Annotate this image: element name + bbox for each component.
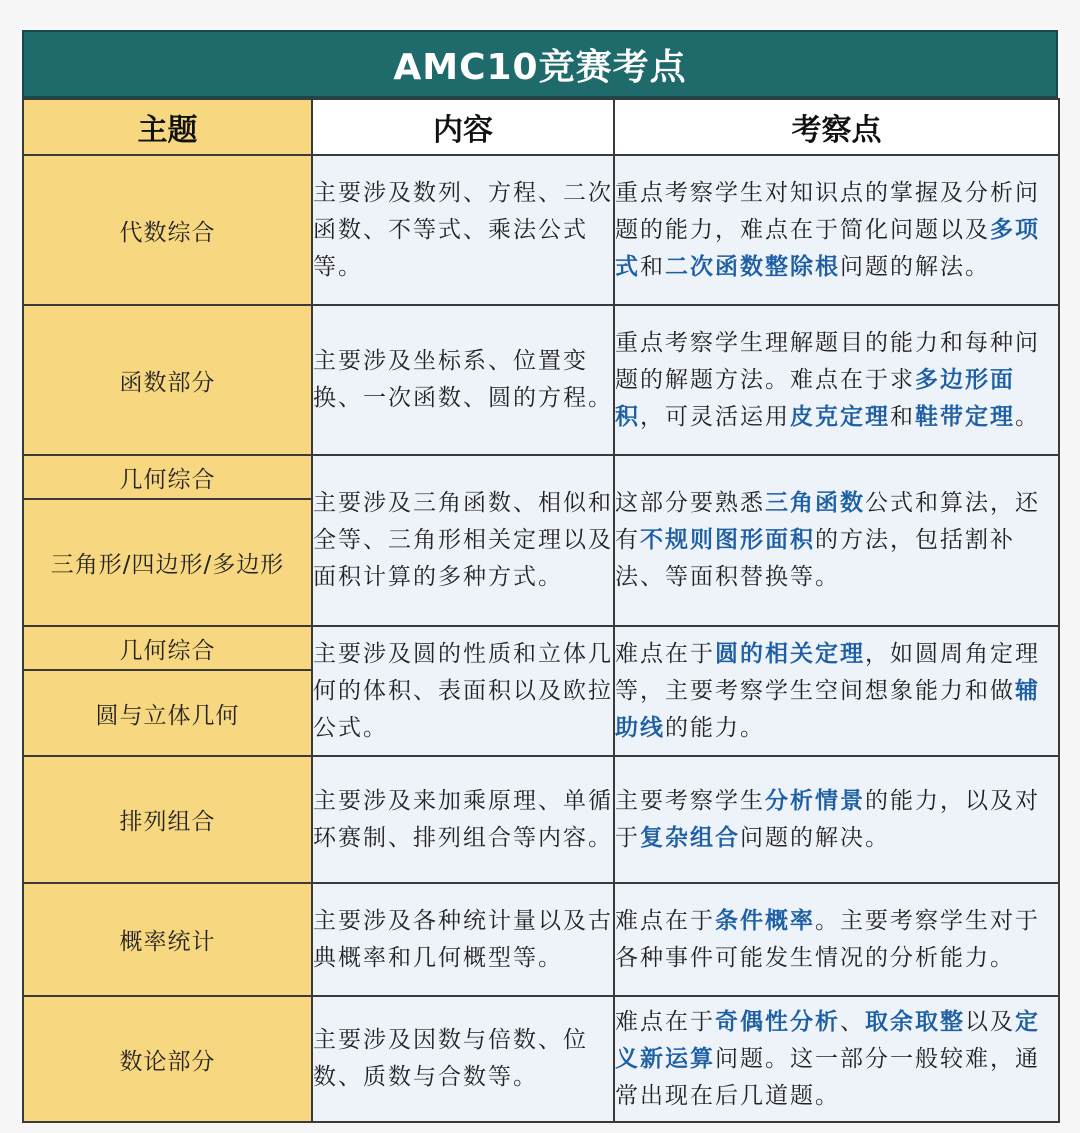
points-cell — [614, 996, 1059, 1122]
points-text: 以及 — [965, 1008, 1015, 1035]
points-text: 重点考察学生对知识点的掌握及分析问题的能力，难点在于简化问题以及 — [615, 179, 1040, 243]
topics-table — [22, 98, 1060, 1123]
subtopic-cell: 圆与立体几何 — [23, 670, 312, 756]
points-cell — [614, 883, 1059, 996]
points-text: 和 — [890, 403, 915, 430]
points-text: 的方法，包括割补法、等面积替换等。 — [615, 527, 1015, 590]
topic-cell: 几何综合 — [23, 626, 312, 670]
points-text: 主要考察学生 — [615, 787, 765, 814]
header-topic: 主题 — [23, 99, 312, 155]
highlight-term: 辅助线 — [615, 677, 1040, 741]
topic-cell: 代数综合 — [23, 155, 312, 305]
highlight-term: 皮克定理 — [790, 403, 890, 430]
points-text: 的能力。 — [665, 714, 765, 741]
header-row — [23, 99, 1059, 155]
points-text: ，可灵活运用 — [640, 403, 790, 430]
highlight-term: 二次函数整除根 — [665, 253, 840, 280]
points-text: 难点在于 — [615, 907, 715, 934]
content-cell: 主要涉及坐标系、位置变换、一次函数、圆的方程。 — [312, 305, 614, 455]
topic-cell: 几何综合 — [23, 455, 312, 499]
content-cell: 主要涉及来加乘原理、单循环赛制、排列组合等内容。 — [312, 756, 614, 883]
points-text: 的能力，以及对于 — [615, 787, 1040, 851]
points-text: 问题的解法。 — [840, 253, 990, 280]
points-cell — [614, 756, 1059, 883]
points-cell — [614, 155, 1059, 305]
points-text: 和 — [640, 253, 665, 280]
points-text: 公式和算法，还有 — [615, 490, 1040, 553]
content-cell: 主要涉及圆的性质和立体几何的体积、表面积以及欧拉公式。 — [312, 626, 614, 756]
points-text: 问题。这一部分一般较难，通常出现在后几道题。 — [615, 1045, 1040, 1109]
highlight-term: 复杂组合 — [640, 824, 740, 851]
content-cell: 主要涉及因数与倍数、位数、质数与合数等。 — [312, 996, 614, 1122]
points-text: 这部分要熟悉 — [615, 490, 765, 516]
highlight-term: 奇偶性分析 — [715, 1008, 840, 1035]
highlight-term: 多边形面积 — [615, 366, 1015, 430]
table-row — [23, 883, 1059, 996]
content-cell: 主要涉及各种统计量以及古典概率和几何概型等。 — [312, 883, 614, 996]
points-text: 难点在于 — [615, 1008, 715, 1035]
points-cell — [614, 626, 1059, 756]
table-row — [23, 626, 1059, 670]
table-row — [23, 455, 1059, 499]
points-cell — [614, 305, 1059, 455]
highlight-term: 三角函数 — [765, 490, 865, 516]
points-text: 难点在于 — [615, 640, 715, 667]
highlight-term: 不规则图形面积 — [640, 527, 815, 553]
table-row — [23, 756, 1059, 883]
topic-cell: 排列组合 — [23, 756, 312, 883]
points-text: 、 — [840, 1008, 865, 1035]
topic-cell: 概率统计 — [23, 883, 312, 996]
table-row — [23, 305, 1059, 455]
points-text: 。主要考察学生对于各种事件可能发生情况的分析能力。 — [615, 907, 1040, 971]
highlight-term: 多项式 — [615, 216, 1040, 280]
header-points: 考察点 — [614, 99, 1059, 155]
highlight-term: 圆的相关定理 — [715, 640, 865, 667]
points-cell — [614, 455, 1059, 626]
highlight-term: 条件概率 — [715, 907, 815, 934]
table-row — [23, 155, 1059, 305]
table-row — [23, 996, 1059, 1122]
points-text: 问题的解决。 — [740, 824, 890, 851]
points-text: 重点考察学生理解题目的能力和每种问题的解题方法。难点在于求 — [615, 329, 1040, 393]
topic-cell: 函数部分 — [23, 305, 312, 455]
content-cell: 主要涉及三角函数、相似和全等、三角形相关定理以及面积计算的多种方式。 — [312, 455, 614, 626]
highlight-term: 鞋带定理 — [915, 403, 1015, 430]
content-cell: 主要涉及数列、方程、二次函数、不等式、乘法公式等。 — [312, 155, 614, 305]
points-text: 。 — [1015, 403, 1040, 430]
subtopic-cell: 三角形/四边形/多边形 — [23, 499, 312, 626]
header-content: 内容 — [312, 99, 614, 155]
points-text: ，如圆周角定理等，主要考察学生空间想象能力和做 — [615, 640, 1040, 704]
highlight-term: 定义新运算 — [615, 1008, 1040, 1072]
table-title: AMC10竞赛考点 — [22, 30, 1058, 98]
topic-cell: 数论部分 — [23, 996, 312, 1122]
highlight-term: 分析情景 — [765, 787, 865, 814]
highlight-term: 取余取整 — [865, 1008, 965, 1035]
